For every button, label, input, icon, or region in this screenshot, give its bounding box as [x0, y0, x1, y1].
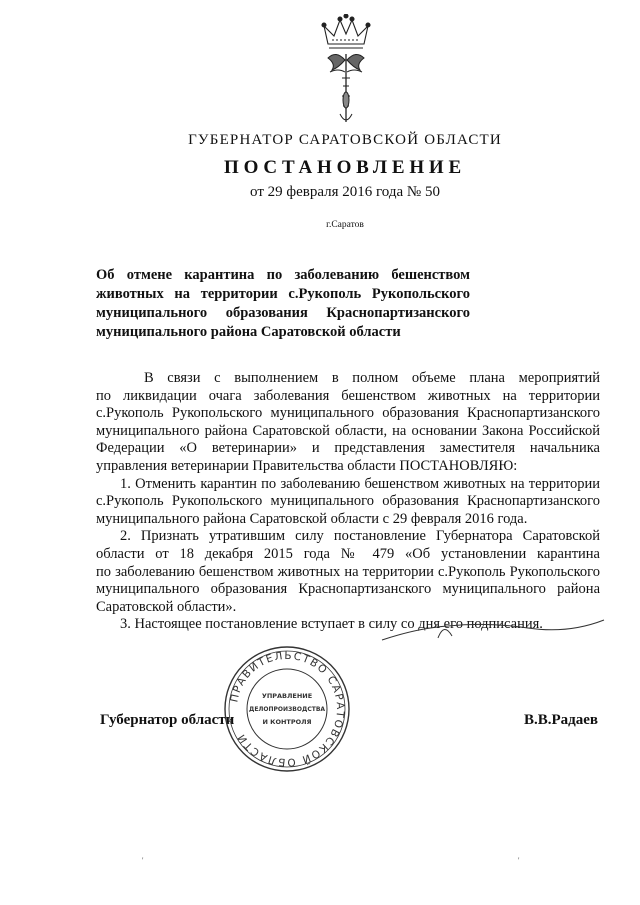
- title-line: муниципального района Саратовской области: [96, 324, 401, 340]
- body-line: муниципального образования Краснопартизанского муниципального района: [96, 581, 600, 598]
- authority-heading: ГУБЕРНАТОР САРАТОВСКОЙ ОБЛАСТИ: [188, 132, 502, 148]
- signature-name: В.В.Радаев: [524, 712, 599, 728]
- document-place: г.Саратов: [326, 220, 364, 230]
- body-line: муниципального района Саратовской области, на основании Закона Российской: [96, 422, 600, 439]
- body-line: 1. Отменить карантин по заболеванию бешенством животных на территории: [120, 475, 600, 492]
- crown-icon: [322, 14, 370, 48]
- official-stamp: [222, 644, 352, 774]
- coat-of-arms-emblem: [318, 14, 374, 126]
- handwritten-mark: [378, 610, 608, 646]
- body-line: В связи с выполнением в полном объеме плана мероприятий: [144, 370, 600, 386]
- title-line: муниципального образования Краснопартизанского: [96, 305, 470, 321]
- body-line: с.Рукополь Рукопольского муниципального образования Краснопартизанского: [96, 493, 600, 510]
- document-type: ПОСТАНОВЛЕНИЕ: [224, 157, 466, 178]
- body-line: управления ветеринарии Правительства области ПОСТАНОВЛЯЮ:: [96, 457, 518, 474]
- body-line: муниципального района Саратовской области с 29 февраля 2016 года.: [96, 510, 528, 527]
- document-date-number: от 29 февраля 2016 года № 50: [250, 184, 440, 200]
- body-line: области от 18 декабря 2015 года № 479 «Об установлении карантина: [96, 545, 600, 562]
- stamp-center-line: И КОНТРОЛЯ: [262, 718, 312, 726]
- body-line: с.Рукополь Рукопольского муниципального образования Краснопартизанского: [96, 405, 600, 422]
- body-line: Федерации «О ветеринарии» и представления заместителя начальника: [96, 440, 600, 457]
- shield-icon: [328, 54, 364, 122]
- body-line: по ликвидации очага заболевания бешенством животных на территории: [96, 387, 600, 404]
- stamp-center-line: УПРАВЛЕНИЕ: [261, 692, 313, 700]
- title-line: Об отмене карантина по заболеванию бешенством: [96, 267, 470, 283]
- signature-title: Губернатор области: [100, 712, 235, 728]
- stamp-center-line: ДЕЛОПРОИЗВОДСТВА: [248, 706, 326, 713]
- body-line: 2. Признать утратившим силу постановление Губернатора Саратовской: [120, 528, 600, 545]
- document-body: [96, 370, 600, 634]
- body-line: Саратовской области».: [96, 598, 237, 615]
- body-line: по заболеванию бешенством животных на территории с.Рукополь Рукопольского: [96, 563, 600, 580]
- scan-speck: ': [142, 856, 144, 865]
- scan-speck: ': [518, 856, 520, 865]
- document-title: [96, 266, 470, 342]
- title-line: животных на территории с.Рукополь Рукопольского: [96, 286, 470, 302]
- stamp-ring-text: ПРАВИТЕЛЬСТВО САРАТОВСКОЙ ОБЛАСТИ: [228, 649, 347, 769]
- body-line: 3. Настоящее постановление вступает в силу со дня его подписания.: [120, 616, 543, 633]
